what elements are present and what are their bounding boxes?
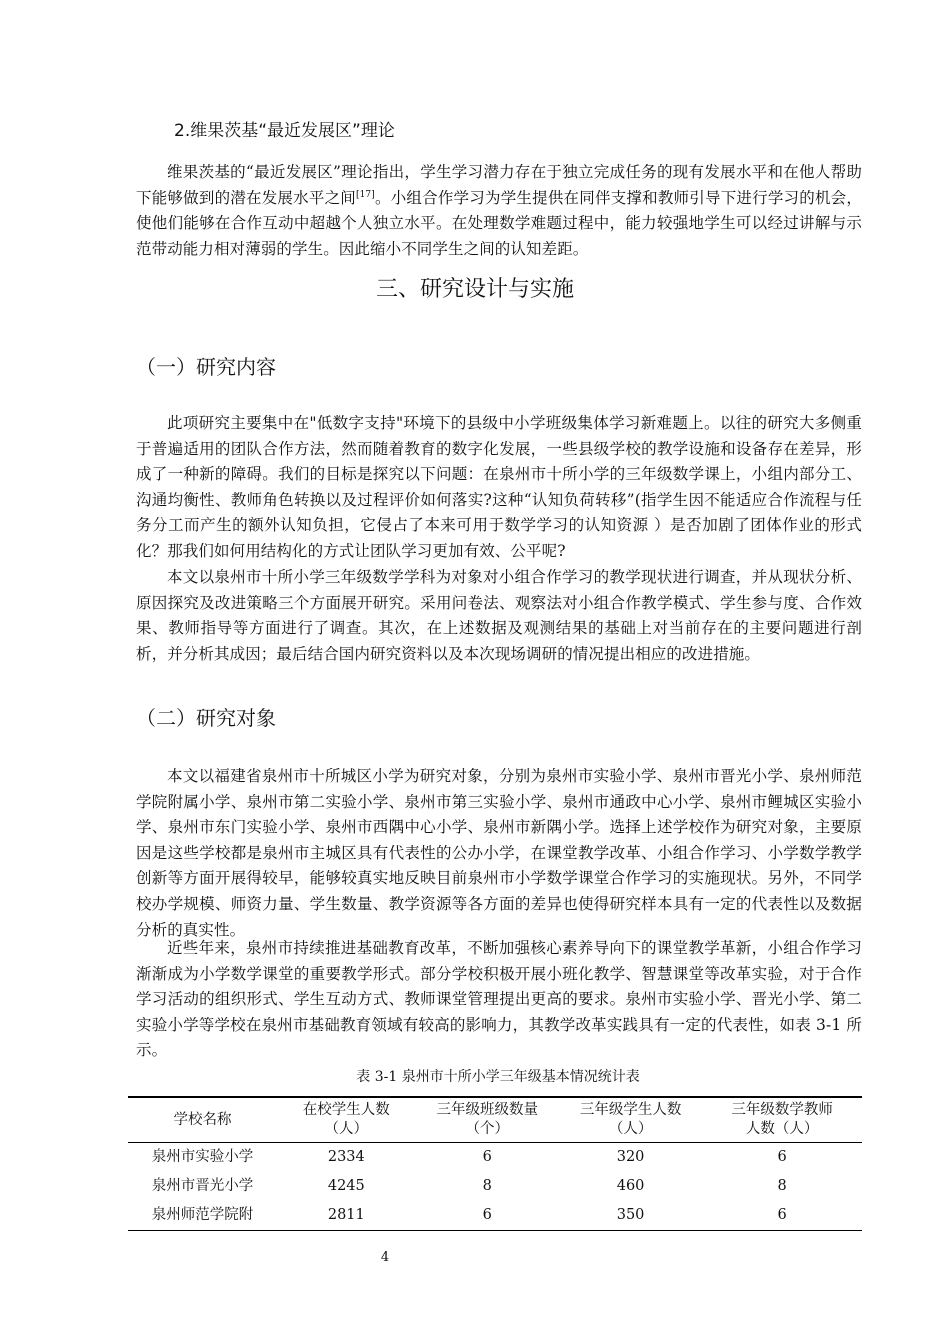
column-header: 在校学生人数 （人） bbox=[277, 1097, 416, 1143]
table-cell: 350 bbox=[559, 1201, 702, 1231]
paragraph-research-content: 此项研究主要集中在"低数字支持"环境下的县级中小学班级集体学习新难题上。以往的研究大多侧重于普遍适用的团队合作方法，然而随着教育的数字化发展，一些县级学校的教学设施和设备存在差异，形成了一种新的障碍。我们的目标是探究以下问题：在泉州市十所小学的三年级数学课上，小组内部分工、沟通均衡性、教师角色转换以及过程评价如何落实?这种“认知负荷转移”(指学生因不能适应合作流程与任务分工而产生的额外认知负担，它侵占了本来可用于数学学习的认知资源 ）是否加剧了团体作业的形式化？那我们如何用结构化的方式让团队学习更加有效、公平呢? bbox=[136, 414, 862, 560]
column-header: 三年级数学教师 人数（人） bbox=[702, 1097, 862, 1143]
table-caption: 表 3-1 泉州市十所小学三年级基本情况统计表 bbox=[356, 1069, 640, 1085]
table-cell: 6 bbox=[482, 1149, 492, 1165]
table-cell: 2334 bbox=[327, 1149, 365, 1165]
table-row bbox=[128, 1172, 862, 1201]
school-stats-table bbox=[128, 1096, 862, 1231]
table-cell: 6 bbox=[777, 1149, 787, 1165]
column-header: 三年级班级数量 （个） bbox=[416, 1097, 559, 1143]
table-cell: 6 bbox=[702, 1201, 862, 1231]
column-header: 学校名称 bbox=[128, 1097, 277, 1143]
table-cell: 460 bbox=[616, 1178, 645, 1194]
subsection-heading: 2.维果茨基“最近发展区”理论 bbox=[174, 121, 395, 141]
table-row bbox=[128, 1201, 862, 1231]
section-title-research-object: （二）研究对象 bbox=[136, 706, 276, 730]
paragraph-text: 。小组合作学习为学生提供在同伴支撑和教师引导下进行学习的机会，使他们能够在合作互动中超越个人独立水平。在处理数学难题过程中，能力较强地学生可以经过讲解与示范带动能力相对薄弱的学生。因此缩小不同学生之间的认知差距。 bbox=[136, 188, 862, 258]
table-cell: 8 bbox=[777, 1178, 787, 1194]
table-cell: 泉州师范学院附 bbox=[128, 1201, 277, 1231]
citation-marker: [17] bbox=[356, 189, 375, 200]
table-cell: 4245 bbox=[327, 1178, 365, 1194]
table-header-row bbox=[128, 1097, 862, 1143]
table-cell: 320 bbox=[616, 1149, 645, 1165]
table-cell: 8 bbox=[482, 1178, 492, 1194]
paragraph-text: 维果茨基的“最近发展区”理论指出，学生学习潜力存在于独立完成任务的现有发展水平和在他人帮助下能够做到的潜在发展水平之间 bbox=[136, 163, 862, 207]
paragraph-reform-background: 近些年来，泉州市持续推进基础教育改革，不断加强核心素养导向下的课堂教学革新，小组合作学习渐渐成为小学数学课堂的重要教学形式。部分学校积极开展小班化教学、智慧课堂等改革实验，对于合作学习活动的组织形式、学生互动方式、教师课堂管理提出更高的要求。泉州市实验小学、晋光小学、第二实验小学等学校在泉州市基础教育领域有较高的影响力，其教学改革实践具有一定的代表性，如表 3-1 所示。 bbox=[136, 939, 862, 1060]
chapter-title: 三、研究设计与实施 bbox=[375, 277, 574, 302]
column-header: 三年级学生人数 （人） bbox=[559, 1097, 702, 1143]
paragraph-zpd-theory bbox=[136, 160, 862, 262]
table-cell: 泉州市晋光小学 bbox=[151, 1178, 254, 1194]
section-title-research-content: （一）研究内容 bbox=[136, 355, 276, 379]
table-cell: 2811 bbox=[277, 1201, 416, 1231]
paragraph-research-method: 本文以泉州市十所小学三年级数学学科为对象对小组合作学习的教学现状进行调查，并从现状分析、原因探究及改进策略三个方面展开研究。采用问卷法、观察法对小组合作教学模式、学生参与度、合作效果、教师指导等方面进行了调查。其次，在上述数据及观测结果的基础上对当前存在的主要问题进行剖析，并分析其成因；最后结合国内研究资料以及本次现场调研的情况提出相应的改进措施。 bbox=[136, 568, 862, 663]
table-cell: 6 bbox=[416, 1201, 559, 1231]
page-number: 4 bbox=[380, 1250, 390, 1265]
table-cell: 泉州市实验小学 bbox=[151, 1149, 254, 1165]
table-row bbox=[128, 1143, 862, 1173]
paragraph-research-object: 本文以福建省泉州市十所城区小学为研究对象，分别为泉州市实验小学、泉州市晋光小学、泉州师范学院附属小学、泉州市第二实验小学、泉州市第三实验小学、泉州市通政中心小学、泉州市鲤城区实验小学、泉州市东门实验小学、泉州市西隅中心小学、泉州市新隅小学。选择上述学校作为研究对象，主要原因是这些学校都是泉州市主城区具有代表性的公办小学，在课堂教学改革、小组合作学习、小学数学教学创新等方面开展得较早，能够较真实地反映目前泉州市小学数学课堂合作学习的实施现状。另外，不同学校办学规模、师资力量、学生数量、教学资源等各方面的差异也使得研究样本具有一定的代表性以及数据分析的真实性。 bbox=[136, 767, 862, 939]
